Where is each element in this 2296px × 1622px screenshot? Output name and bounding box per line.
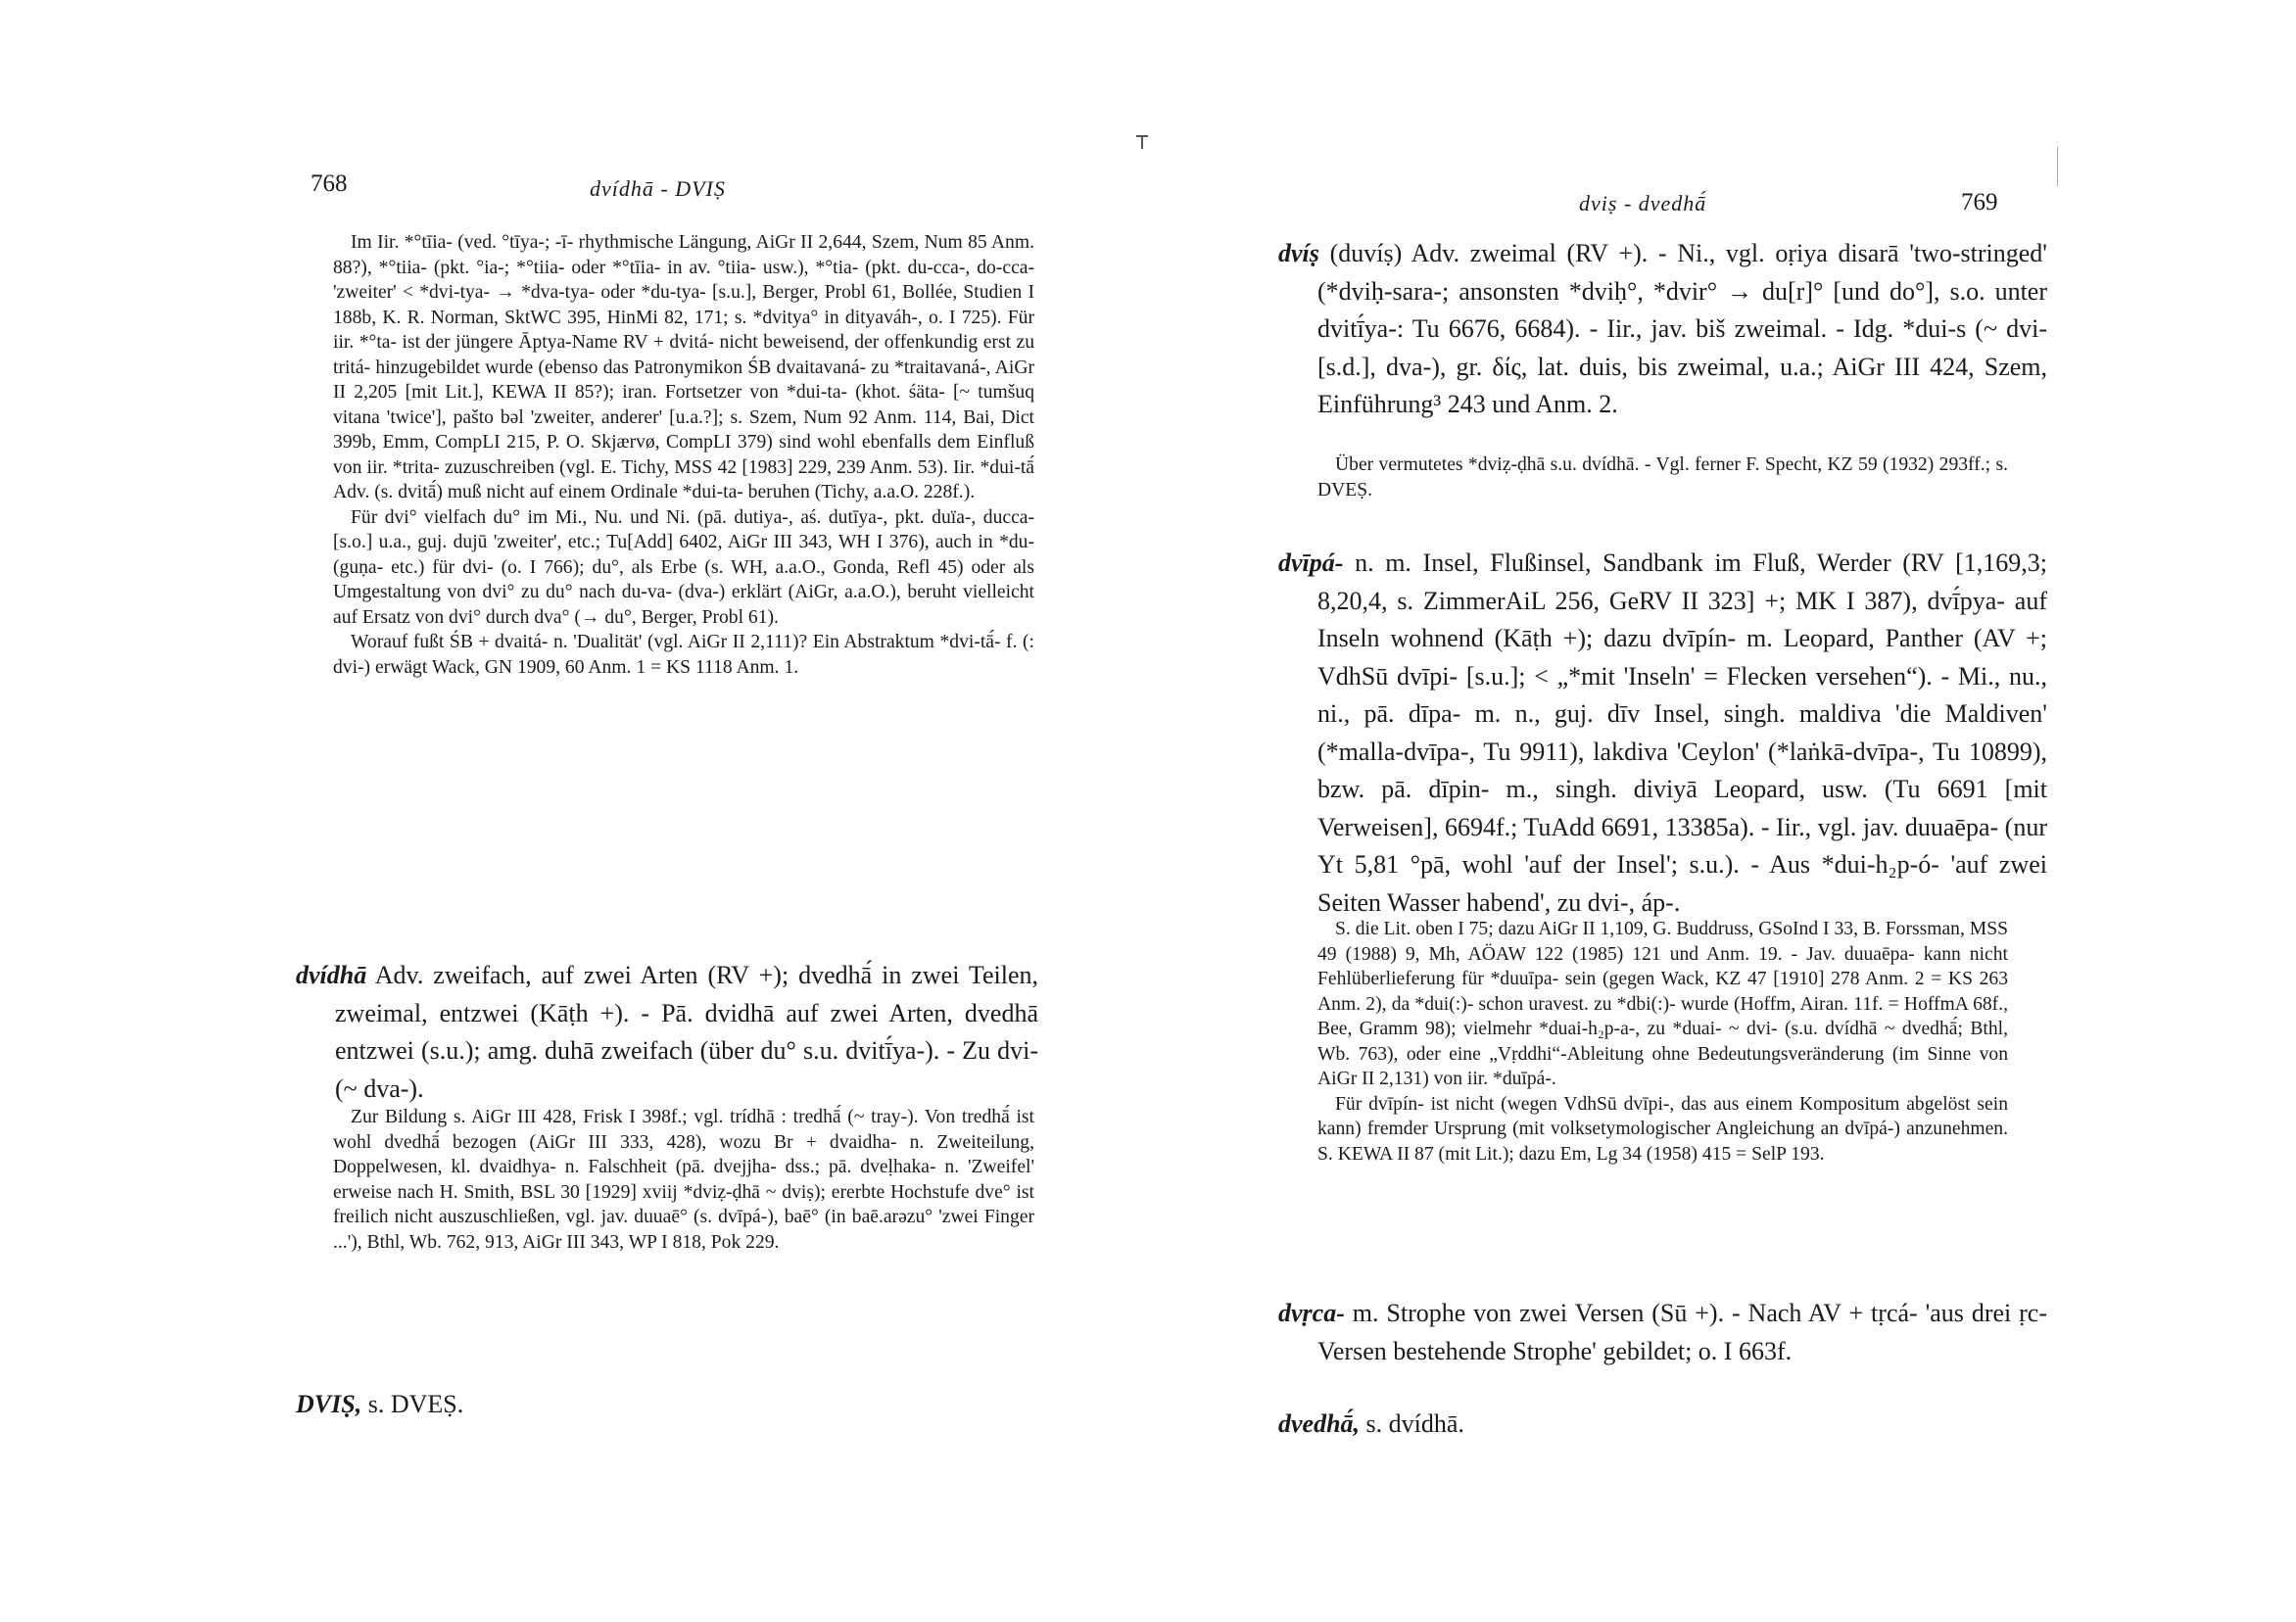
entry-text: (duvíṣ) Adv. zweimal (RV +). - Ni., vgl. oṛiya disarā 'two-stringed' (*dviḥ-sara-; ansonsten *dviḥ°, *dvir° → du[r]° [und do°], s.o. unter dvitī́ya-: Tu 6676, 6684). - Iir., jav. biš zweimal. - Idg. *dui-s (~ dvi- [s.d.], dva-), gr. δίς, lat. duis, bis zweimal, u.a.; AiGr III 424, Szem, Einführung³ 243 und Anm. 2. bbox=[1317, 239, 2047, 418]
headword: dvṛca- bbox=[1278, 1299, 1345, 1327]
headword: dvedhā́, bbox=[1278, 1409, 1361, 1438]
entry-dvedha-crossref bbox=[1278, 1406, 1768, 1444]
entry-dvis-crossref bbox=[296, 1386, 786, 1424]
continuation-notes bbox=[333, 230, 1034, 680]
entry-text: n. m. Insel, Flußinsel, Sandbank im Fluß, Werder (RV [1,169,3; 8,20,4, s. ZimmerAiL 256, GeRV II 323] +; MK I 387), dvī́pya- auf Inseln wohnend (Kāṭh +); dazu dvīpín- m. Leopard, Panther (AV +; VdhSū dvīpi- [s.u.]; < „*mit 'Inseln' = Flecken versehen“). - Mi., nu., ni., pā. dīpa- m. n., guj. dīv Insel, singh. maldiva 'die Maldiven' (*malla-dvīpa-, Tu 9911), lakdiva 'Ceylon' (*laṅkā-dvīpa-, Tu 10899), bzw. pā. dīpin- m., singh. diviyā Leopard, usw. (Tu 6691 [mit Verweisen], 6694f.; TuAdd 6691, 13385a). - Iir., vgl. jav. duuaēpa- (nur Yt 5,81 °pā, wohl 'auf der Insel'; s.u.). - Aus *dui-h₂p-ó- 'auf zwei Seiten Wasser habend', zu dvi-, áp-. bbox=[1317, 549, 2048, 917]
headword: DVIṢ, bbox=[296, 1390, 362, 1418]
entry-note: Über vermutetes *dviẓ-ḍhā s.u. dvídhā. - Vgl. ferner F. Specht, KZ 59 (1932) 293ff.; s. DVEṢ. bbox=[1317, 454, 2008, 501]
note-paragraph: Worauf fußt ŚB + dvaitá- n. 'Dualität' (vgl. AiGr II 2,111)? Ein Abstraktum *dvi-tā́- f. (: dvi-) erwägt Wack, GN 1909, 60 Anm. 1 = KS 1118 Anm. 1. bbox=[333, 632, 1034, 678]
crossref-text: s. dvídhā. bbox=[1365, 1409, 1464, 1438]
note-paragraph: S. die Lit. oben I 75; dazu AiGr II 1,109, G. Buddruss, GSoInd I 33, B. Forssman, MSS 49 (1988) 9, Mh, AÖAW 122 (1985) 121 und Anm. 19. - Jav. duuaēpa- kann nicht Fehlüberlieferung für *duuīpa- sein (gegen Wack, KZ 47 [1910] 278 Anm. 2 = KS 263 Anm. 2), da *dui(:)- schon uravest. zu *dbi(:)- wurde (Hoffm, Airan. 11f. = HoffmA 68f., Bee, Gramm 98); vielmehr *duai-h₂p-a-, zu *duai- ~ dvi- (s.u. dvídhā ~ dvedhā́; Bthl, Wb. 763), oder eine „Vṛddhi“-Ableitung ohne Bedeutungsveränderung (im Sinne von AiGr II 2,131) von iir. *duīpá-. bbox=[1317, 919, 2008, 1089]
note-paragraph: Für dvīpín- ist nicht (wegen VdhSū dvīpi-, das aus einem Kompositum abgelöst sein kann) fremder Ursprung (mit volksetymologischer Angleichung an dvīpá-) anzunehmen. S. KEWA II 87 (mit Lit.); dazu Em, Lg 34 (1958) 415 = SelP 193. bbox=[1317, 1093, 2008, 1165]
crossref-text: s. DVEṢ. bbox=[367, 1390, 464, 1418]
scan-mark bbox=[1136, 135, 1148, 137]
headword: dvíṣ bbox=[1278, 239, 1319, 267]
entry-dvis-adv bbox=[1278, 235, 2047, 424]
entry-dvipa bbox=[1278, 545, 2047, 922]
entry-notes bbox=[1317, 917, 2008, 1167]
scan-mark bbox=[2057, 147, 2058, 186]
entry-text: Adv. zweifach, auf zwei Arten (RV +); dvedhā́ in zwei Teilen, zweimal, entzwei (Kāṭh +). - Pā. dvidhā auf zwei Arten, dvedhā entzwei (s.u.); amg. duhā zweifach (über du° s.u. dvitī́ya-). - Zu dvi- (~ dva-). bbox=[335, 961, 1038, 1103]
entry-dvrca bbox=[1278, 1295, 2047, 1370]
headword: dvídhā bbox=[296, 961, 367, 989]
entry-dvidha bbox=[296, 957, 1038, 1108]
entry-text: m. Strophe von zwei Versen (Sū +). - Nach AV + tṛcá- 'aus drei ṛc-Versen bestehende Strophe' gebildet; o. I 663f. bbox=[1317, 1299, 2048, 1365]
page-number: 769 bbox=[1961, 189, 1998, 215]
note-paragraph: Im Iir. *°tīia- (ved. °tīya-; -ī- rhythmische Längung, AiGr II 2,644, Szem, Num 85 Anm. 88?), *°tiia- (pkt. °ia-; *°tiia- oder *°tīia- in av. °tiia- usw.), *°tia- (pkt. du-cca-, do-cca- 'zweiter' < *dvi-tya- → *dva-tya- oder *du-tya- [s.u.], Berger, Probl 61, Bollée, Studien I 188b, K. R. Norman, SktWC 395, HinMi 82, 171; s. *dvitya° in dityaváh-, o. I 725). Für iir. *°ta- ist der jüngere Āptya-Name RV + dvitá- nicht beweisend, der offenkundig erst zu tritá- hinzugebildet wurde (ebenso das Patronymikon ŚB dvaitavaná- zu *traitavaná-, AiGr II 2,205 [mit Lit.], KEWA II 85?); iran. Fortsetzer von *dui-ta- (khot. śäta- [~ tumšuq vitana 'twice'], pašto bəl 'zweiter, anderer' [u.a.?]; s. Szem, Num 92 Anm. 114, Bai, Dict 399b, Emm, CompLI 215, P. O. Skjærvø, CompLI 379) sind wohl ebenfalls dem Einfluß von iir. *trita- zuzuschreiben (vgl. E. Tichy, MSS 42 [1983] 229, 239 Anm. 53). Iir. *dui-tā́ Adv. (s. dvitā́) muß nicht auf einem Ordinale *dui-ta- beruhen (Tichy, a.a.O. 228f.). bbox=[333, 232, 1034, 502]
entry-note: Zur Bildung s. AiGr III 428, Frisk I 398f.; vgl. trídhā : tredhā́ (~ tray-). Von tredhā́ ist wohl dvedhā́ bezogen (AiGr III 333, 428), wozu Br + dvaidha- n. Zweiteilung, Doppelwesen, kl. dvaidhya- n. Falschheit (pā. dvejjha- dss.; pā. dveḷhaka- n. 'Zweifel' erweise nach H. Smith, BSL 30 [1929] xviij *dviẓ-ḍhā ~ dviṣ); ererbte Hochstufe dve° ist freilich nicht auszuschließen, vgl. jav. duuaē° (s. dvīpá-), baē° (in baē.arəzu° 'zwei Finger ...'), Bthl, Wb. 762, 913, AiGr III 343, WP I 818, Pok 229. bbox=[333, 1107, 1034, 1253]
note-paragraph: Für dvi° vielfach du° im Mi., Nu. und Ni. (pā. dutiya-, aś. dutīya-, pkt. duïa-, ducca- [s.o.] u.a., guj. dujū 'zweiter', etc.; Tu[Add] 6402, AiGr III 343, WH I 376), auch in *du-(guṇa- etc.) für dvi- (o. I 766); du°, als Erbe (s. WH, a.a.O., Gonda, Refl 45) oder als Umgestaltung von dvi° zu du° nach du-va- (dva-) erklärt (AiGr, a.a.O.), beruht vielleicht auf Ersatz von dvi° durch dva° (→ du°, Berger, Probl 61). bbox=[333, 506, 1034, 628]
scan-mark bbox=[1141, 135, 1143, 149]
running-head: dvídhā - DVIṢ bbox=[590, 176, 726, 201]
running-head: dviṣ - dvedhā́ bbox=[1579, 191, 1707, 215]
page-number: 768 bbox=[311, 170, 348, 197]
headword: dvīpá- bbox=[1278, 549, 1344, 577]
